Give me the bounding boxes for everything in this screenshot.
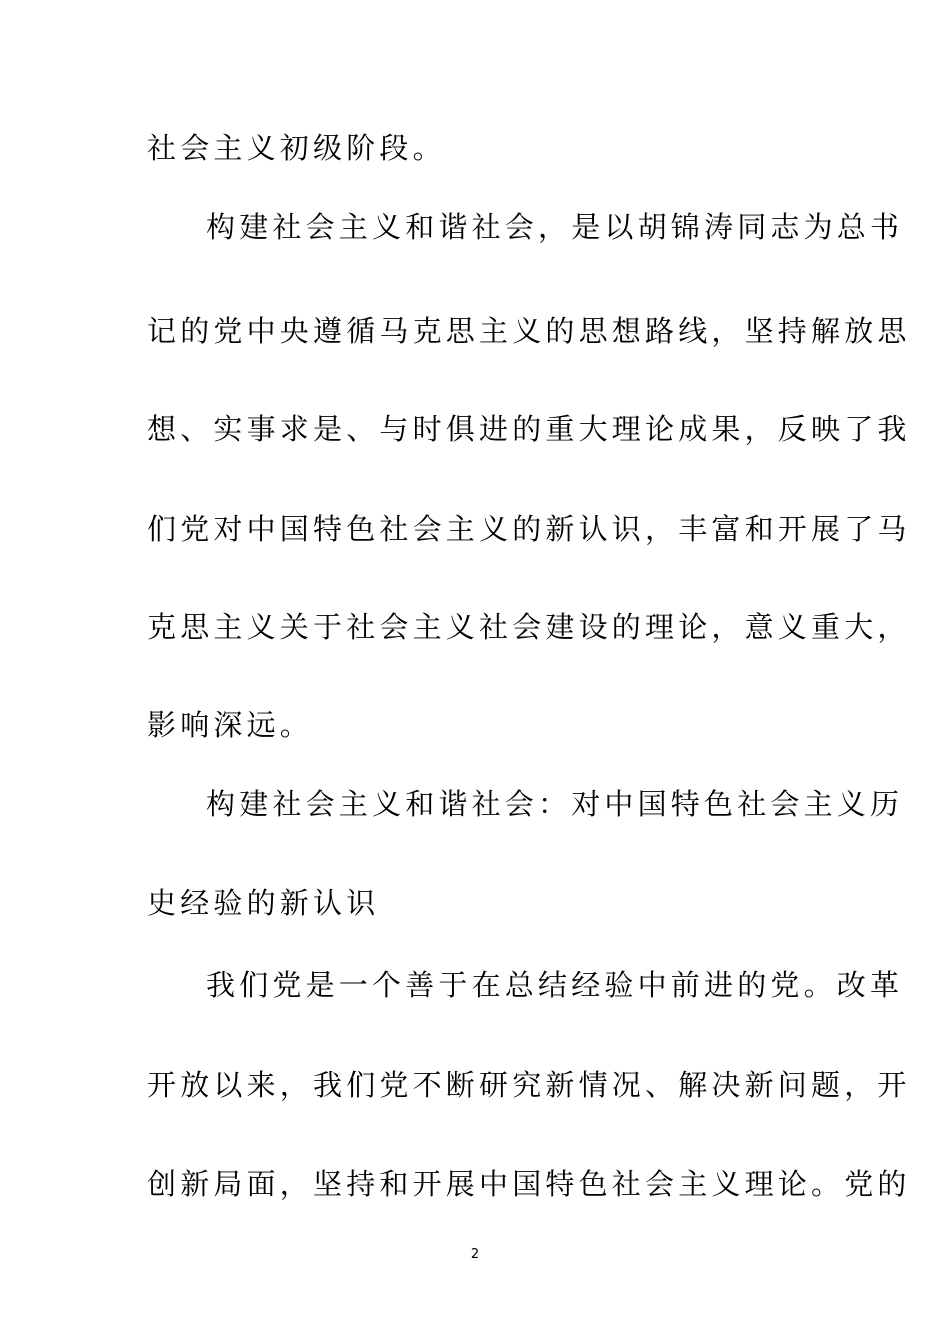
text-line: 我们党是一个善于在总结经验中前进的党。改革 [206,968,904,1002]
section-heading-line: 史经验的新认识 [147,886,380,920]
text-line: 们党对中国特色社会主义的新认识，丰富和开展了马 [147,512,911,546]
text-line: 影响深远。 [147,708,314,742]
text-line: 社会主义初级阶段。 [147,131,446,165]
text-line: 想、实事求是、与时俱进的重大理论成果，反映了我 [147,412,911,446]
section-heading-line: 构建社会主义和谐社会：对中国特色社会主义历 [206,787,904,821]
text-line: 创新局面，坚持和开展中国特色社会主义理论。党的 [147,1167,911,1201]
text-line: 开放以来，我们党不断研究新情况、解决新问题，开 [147,1068,911,1102]
text-line: 克思主义关于社会主义社会建设的理论，意义重大， [147,610,911,644]
text-line: 构建社会主义和谐社会，是以胡锦涛同志为总书 [206,210,904,244]
text-line: 记的党中央遵循马克思主义的思想路线，坚持解放思 [147,314,911,348]
page-number: 2 [470,1247,480,1262]
